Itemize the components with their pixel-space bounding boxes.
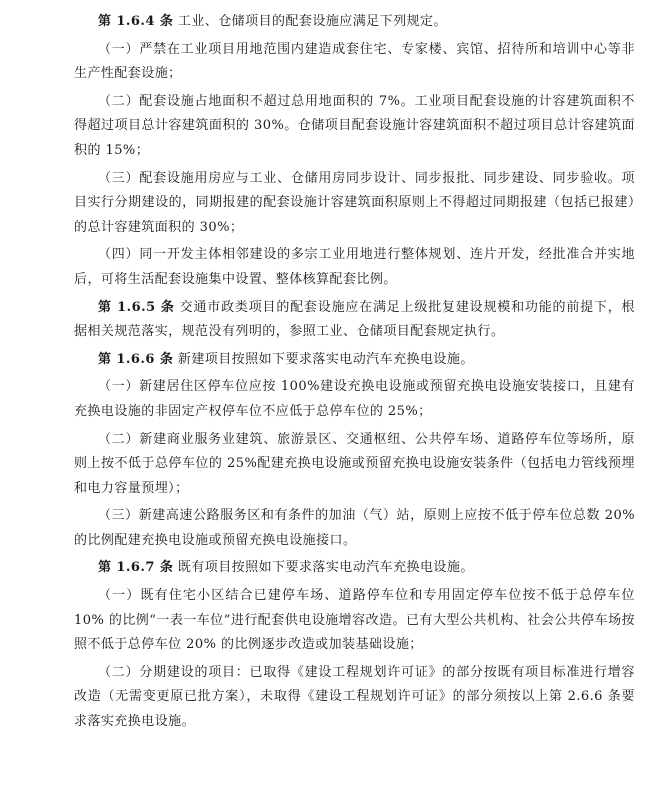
article-text: 交通市政类项目的配套设施应在满足上级批复建设规模和功能的前提下，根据相关规范落实，规范没有列明的，参照工业、仓储项目配套规定执行。 [74, 299, 635, 340]
clause-1-6-6-2 [74, 428, 635, 502]
clause-text: （二）分期建设的项目：已取得《建设工程规划许可证》的部分按既有项目标准进行增容改造（无需变更原已批方案），未取得《建设工程规划许可证》的部分须按以上第 2.6.6 条要求落实充换电设施。 [74, 664, 635, 730]
clause-text: （一）既有住宅小区结合已建停车场、道路停车位和专用固定停车位按不低于总停车位 10% 的比例“一表一车位”进行配套供电设施增容改造。已有大型公共机构、社会公共停车场按照不低于总停车位 20% 的比例逐步改造或加装基础设施； [74, 588, 635, 653]
article-number: 第 1.6.6 条 [98, 351, 174, 367]
clause-text: （一）严禁在工业项目用地范围内建造成套住宅、专家楼、宾馆、招待所和培训中心等非生产性配套设施； [74, 41, 635, 82]
clause-text: （二）配套设施占地面积不超过总用地面积的 7%。工业项目配套设施的计容建筑面积不得超过项目总计容建筑面积的 30%。仓储项目配套设施计容建筑面积不超过项目总计容建筑面积的 15%； [74, 93, 635, 158]
clause-text: （三）配套设施用房应与工业、仓储用房同步设计、同步报批、同步建设、同步验收。项目实行分期建设的，同期报建的配套设施计容建筑面积原则上不得超过同期报建（包括已报建）的总计容建筑面积的 30%； [74, 170, 635, 235]
clause-text: （四）同一开发主体相邻建设的多宗工业用地进行整体规划、连片开发，经批准合并实地后，可将生活配套设施集中设置、整体核算配套比例。 [74, 247, 635, 287]
article-number: 第 1.6.7 条 [98, 560, 174, 576]
clause-1-6-6-3 [74, 504, 635, 553]
clause-1-6-4-3 [74, 167, 635, 241]
clause-1-6-7-2 [74, 661, 635, 735]
article-text: 工业、仓储项目的配套设施应满足下列规定。 [173, 14, 447, 29]
clause-text: （二）新建商业服务业建筑、旅游景区、交通枢纽、公共停车场、道路停车位等场所，原则上按不低于总停车位的 25%配建充换电设施或预留充换电设施安装条件（包括电力管线预埋和电力容量预埋）； [74, 431, 635, 496]
clause-1-6-4-4 [74, 243, 635, 292]
article-1-6-6 [74, 348, 635, 373]
article-number: 第 1.6.5 条 [98, 299, 175, 315]
article-number: 第 1.6.4 条 [98, 14, 174, 29]
article-1-6-4 [74, 10, 635, 35]
article-text: 新建项目按照如下要求落实电动汽车充换电设施。 [173, 351, 474, 367]
clause-1-6-7-1 [74, 584, 635, 658]
article-1-6-5 [74, 296, 635, 345]
article-text: 既有项目按照如下要求落实电动汽车充换电设施。 [173, 560, 474, 576]
article-1-6-7 [74, 556, 635, 581]
clause-1-6-4-2 [74, 90, 635, 164]
clause-1-6-4-1 [74, 38, 635, 87]
clause-text: （三）新建高速公路服务区和有条件的加油（气）站，原则上应按不低于停车位总数 20%的比例配建充换电设施或预留充换电设施接口。 [74, 508, 635, 548]
clause-text: （一）新建居住区停车位应按 100%建设充换电设施或预留充换电设施安装接口，且建有充换电设施的非固定产权停车位不应低于总停车位的 25%； [74, 379, 635, 419]
clause-1-6-6-1 [74, 375, 635, 424]
